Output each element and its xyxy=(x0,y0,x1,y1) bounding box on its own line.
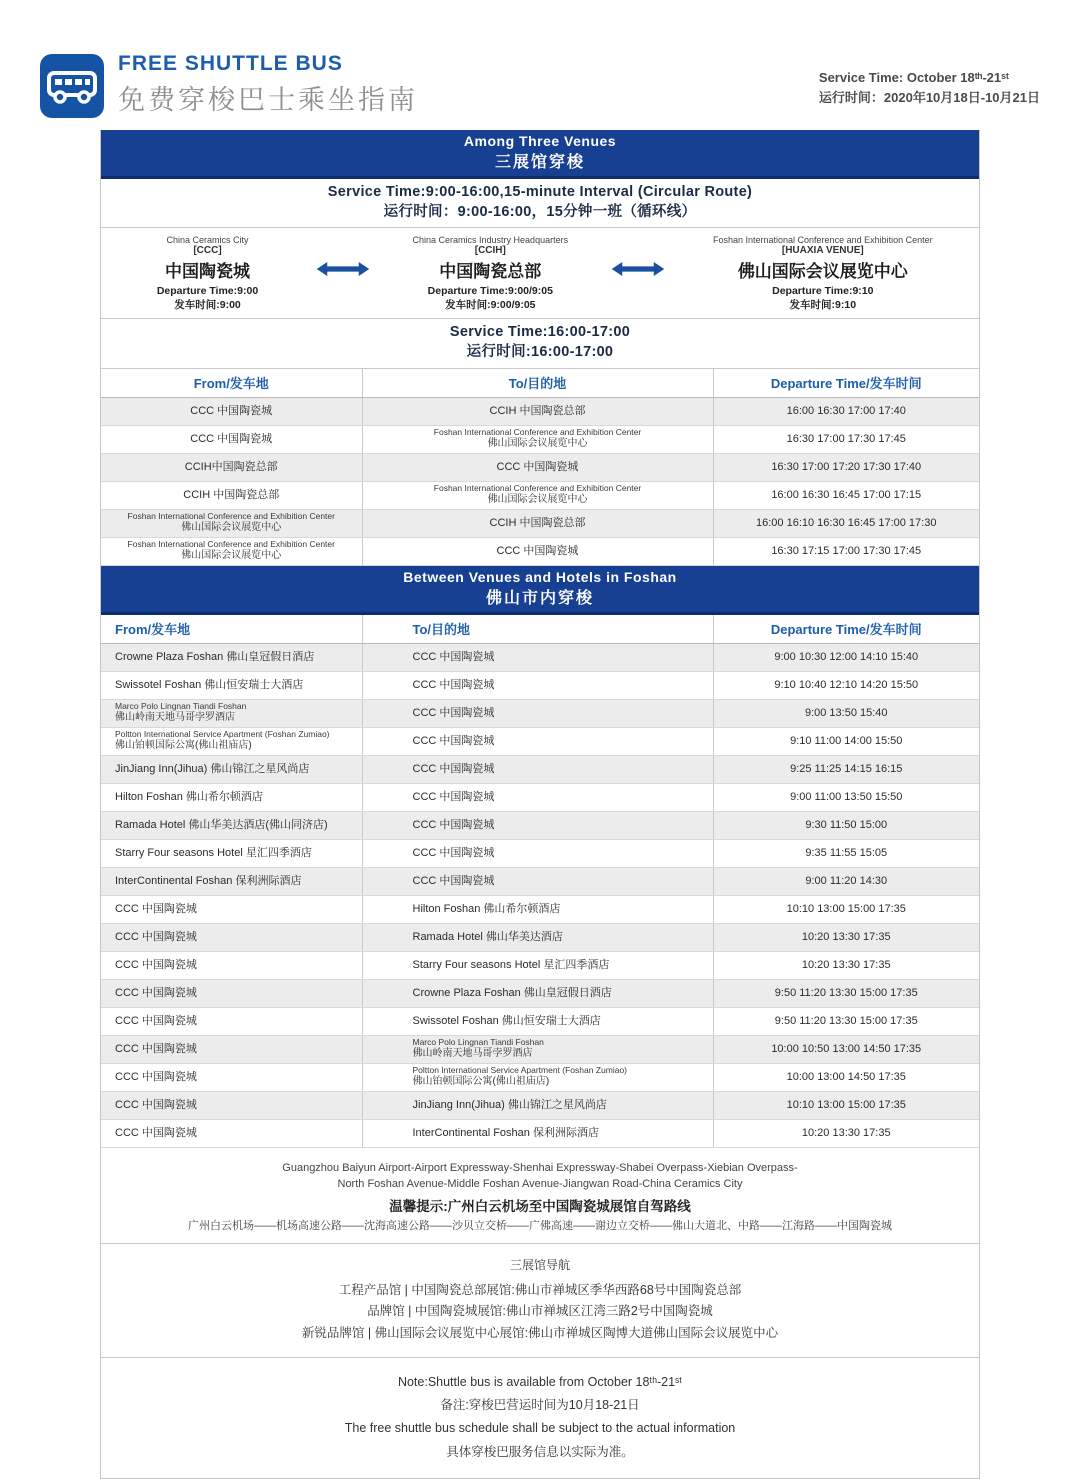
to-cell: Foshan International Conference and Exhibition Center 佛山国际会议展览中心 xyxy=(362,481,713,509)
from-cell: CCC 中国陶瓷城 xyxy=(101,425,362,453)
service-time-evening xyxy=(101,319,979,368)
venues-diagram xyxy=(101,228,979,319)
table-row xyxy=(101,755,979,783)
service-time-circular-zh: 运行时间：9:00-16:00，15分钟一班（循环线） xyxy=(383,203,697,220)
table-row xyxy=(101,979,979,1007)
to-cell: Starry Four seasons Hotel 星汇四季酒店 xyxy=(362,951,713,979)
page-title-en: FREE SHUTTLE BUS xyxy=(118,52,343,75)
to-cell: CCC 中国陶瓷城 xyxy=(362,537,713,565)
departure-time-cell: 9:00 11:20 14:30 xyxy=(713,867,979,895)
departure-time-cell: 10:00 10:50 13:00 14:50 17:35 xyxy=(713,1035,979,1063)
from-cell: Starry Four seasons Hotel 星汇四季酒店 xyxy=(101,839,362,867)
departure-time-cell: 10:10 13:00 15:00 17:35 xyxy=(713,895,979,923)
table-row xyxy=(101,727,979,755)
departure-time-cell: 16:30 17:00 17:20 17:30 17:40 xyxy=(713,453,979,481)
departure-time-cell: 16:00 16:10 16:30 16:45 17:00 17:30 xyxy=(713,509,979,537)
venue-code: [HUAXIA VENUE] xyxy=(781,245,864,257)
table-row xyxy=(101,537,979,565)
departure-time-cell: 16:30 17:15 17:00 17:30 17:45 xyxy=(713,537,979,565)
header-service-dates xyxy=(819,68,1040,108)
to-cell: CCC 中国陶瓷城 xyxy=(362,811,713,839)
venue-navigation-title: 三展馆导航 xyxy=(509,1257,570,1272)
band-title-en: Among Three Venues xyxy=(463,133,617,149)
venue-name-zh: 佛山国际会议展览中心 xyxy=(737,262,908,282)
departure-time-cell: 10:10 13:00 15:00 17:35 xyxy=(713,1091,979,1119)
route-tip-title: 温馨提示:广州白云机场至中国陶瓷城展馆自驾路线 xyxy=(389,1198,691,1214)
venue-departure-zh: 发车时间:9:00/9:05 xyxy=(445,299,536,312)
venue-code: [CCIH] xyxy=(474,245,506,257)
venue-name-zh: 中国陶瓷总部 xyxy=(439,262,542,282)
table-header-row xyxy=(101,369,979,398)
table-row xyxy=(101,867,979,895)
departure-time-cell: 9:35 11:55 15:05 xyxy=(713,839,979,867)
service-time-circular-en: Service Time:9:00-16:00,15-minute Interval (Circular Route) xyxy=(327,184,753,200)
schedule-sheet xyxy=(100,130,980,1479)
note-section xyxy=(101,1358,979,1478)
from-cell: JinJiang Inn(Jihua) 佛山锦江之星风尚店 xyxy=(101,755,362,783)
table-row xyxy=(101,811,979,839)
section-band-hotels xyxy=(101,566,979,615)
table-row xyxy=(101,397,979,425)
shuttle-bus-guide-page xyxy=(0,52,1080,1459)
from-cell: CCC 中国陶瓷城 xyxy=(101,979,362,1007)
departure-time-cell: 16:30 17:00 17:30 17:45 xyxy=(713,425,979,453)
column-header-to: To/目的地 xyxy=(362,615,713,644)
to-cell: CCC 中国陶瓷城 xyxy=(362,783,713,811)
to-cell: Swissotel Foshan 佛山恒安瑞士大酒店 xyxy=(362,1007,713,1035)
venue-departure-en: Departure Time:9:10 xyxy=(772,285,874,298)
from-cell: Foshan International Conference and Exhibition Center 佛山国际会议展览中心 xyxy=(101,509,362,537)
venue-name-en: China Ceramics Industry Headquarters xyxy=(412,235,569,246)
from-cell: Foshan International Conference and Exhibition Center 佛山国际会议展览中心 xyxy=(101,537,362,565)
departure-time-cell: 9:00 10:30 12:00 14:10 15:40 xyxy=(713,643,979,671)
table-row xyxy=(101,1119,979,1147)
note-line: 备注:穿梭巴营运时间为10月18-21日 xyxy=(440,1398,640,1413)
from-cell: CCIH 中国陶瓷总部 xyxy=(101,481,362,509)
from-cell: Marco Polo Lingnan Tiandi Foshan 佛山岭南天地马哥孛罗酒店 xyxy=(101,699,362,727)
driving-route-section xyxy=(101,1148,979,1244)
section-band-among-venues xyxy=(101,130,979,179)
table-row xyxy=(101,509,979,537)
from-cell: CCC 中国陶瓷城 xyxy=(101,1119,362,1147)
column-header-from: From/发车地 xyxy=(101,369,362,398)
from-cell: Hilton Foshan 佛山希尔顿酒店 xyxy=(101,783,362,811)
venue-departure-zh: 发车时间:9:00 xyxy=(174,299,241,312)
service-dates-zh: 运行时间：2020年10月18日-10月21日 xyxy=(818,90,1040,106)
venue-address-line: 新锐品牌馆 | 佛山国际会议展览中心展馆:佛山市禅城区陶博大道佛山国际会议展览中心 xyxy=(301,1326,779,1341)
double-arrow-icon xyxy=(314,262,372,276)
page-title-zh: 免费穿梭巴士乘坐指南 xyxy=(118,85,418,115)
service-time-circular xyxy=(101,179,979,228)
departure-time-cell: 10:20 13:30 17:35 xyxy=(713,923,979,951)
table-header-row xyxy=(101,615,979,644)
venues-schedule-table xyxy=(101,369,979,566)
table-row xyxy=(101,1035,979,1063)
to-cell: JinJiang Inn(Jihua) 佛山锦江之星风尚店 xyxy=(362,1091,713,1119)
service-dates-en: Service Time: October 18ᵗʰ-21ˢᵗ xyxy=(818,70,1009,85)
departure-time-cell: 10:00 13:00 14:50 17:35 xyxy=(713,1063,979,1091)
from-cell: CCC 中国陶瓷城 xyxy=(101,923,362,951)
to-cell: Ramada Hotel 佛山华美达酒店 xyxy=(362,923,713,951)
note-line: 具体穿梭巴服务信息以实际为准。 xyxy=(446,1444,634,1459)
table-row xyxy=(101,699,979,727)
bus-icon xyxy=(40,54,104,118)
venue-departure-en: Departure Time:9:00 xyxy=(156,285,259,298)
column-header-from: From/发车地 xyxy=(101,615,362,644)
to-cell: CCC 中国陶瓷城 xyxy=(362,699,713,727)
venue-navigation-section xyxy=(101,1244,979,1359)
departure-time-cell: 16:00 16:30 17:00 17:40 xyxy=(713,397,979,425)
to-cell: CCIH 中国陶瓷总部 xyxy=(362,397,713,425)
departure-time-cell: 9:50 11:20 13:30 15:00 17:35 xyxy=(713,1007,979,1035)
departure-time-cell: 10:20 13:30 17:35 xyxy=(713,1119,979,1147)
band-title-zh: 三展馆穿梭 xyxy=(494,154,585,171)
table-row xyxy=(101,1091,979,1119)
venue-name-en: China Ceramics City xyxy=(166,235,249,246)
from-cell: CCC 中国陶瓷城 xyxy=(101,895,362,923)
page-header xyxy=(40,52,1040,124)
venue-address-line: 工程产品馆 | 中国陶瓷总部展馆:佛山市禅城区季华西路68号中国陶瓷总部 xyxy=(338,1282,742,1297)
table-row xyxy=(101,895,979,923)
departure-time-cell: 9:25 11:25 14:15 16:15 xyxy=(713,755,979,783)
venue-ccc xyxy=(101,235,314,312)
from-cell: Crowne Plaza Foshan 佛山皇冠假日酒店 xyxy=(101,643,362,671)
from-cell: CCIH中国陶瓷总部 xyxy=(101,453,362,481)
to-cell: Crowne Plaza Foshan 佛山皇冠假日酒店 xyxy=(362,979,713,1007)
table-row xyxy=(101,1063,979,1091)
to-cell: CCC 中国陶瓷城 xyxy=(362,453,713,481)
venue-departure-en: Departure Time:9:00/9:05 xyxy=(427,285,553,298)
to-cell: CCC 中国陶瓷城 xyxy=(362,727,713,755)
to-cell: CCC 中国陶瓷城 xyxy=(362,839,713,867)
venue-name-zh: 中国陶瓷城 xyxy=(164,262,250,282)
departure-time-cell: 10:20 13:30 17:35 xyxy=(713,951,979,979)
table-row xyxy=(101,951,979,979)
from-cell: CCC 中国陶瓷城 xyxy=(101,1063,362,1091)
route-line-zh: 广州白云机场——机场高速公路——沈海高速公路——沙贝立交桥——广佛高速——谢边立交桥——佛山大道北、中路——江海路——中国陶瓷城 xyxy=(188,1219,892,1232)
departure-time-cell: 9:00 13:50 15:40 xyxy=(713,699,979,727)
departure-time-cell: 9:10 11:00 14:00 15:50 xyxy=(713,727,979,755)
table-row xyxy=(101,839,979,867)
venue-code: [CCC] xyxy=(193,245,222,257)
from-cell: Ramada Hotel 佛山华美达酒店(佛山同济店) xyxy=(101,811,362,839)
departure-time-cell: 9:00 11:00 13:50 15:50 xyxy=(713,783,979,811)
venue-ccih xyxy=(372,235,609,312)
route-line-en-2: North Foshan Avenue-Middle Foshan Avenue-Jiangwan Road-China Ceramics City xyxy=(337,1178,743,1191)
venue-address-line: 品牌馆 | 中国陶瓷城展馆:佛山市禅城区江湾三路2号中国陶瓷城 xyxy=(367,1304,713,1319)
venue-name-en: Foshan International Conference and Exhibition Center xyxy=(712,235,933,246)
band-title-en: Between Venues and Hotels in Foshan xyxy=(403,568,677,585)
table-row xyxy=(101,671,979,699)
departure-time-cell: 9:30 11:50 15:00 xyxy=(713,811,979,839)
column-header-time: Departure Time/发车时间 xyxy=(713,369,979,398)
hotels-schedule-table xyxy=(101,615,979,1148)
to-cell: InterContinental Foshan 保利洲际酒店 xyxy=(362,1119,713,1147)
from-cell: CCC 中国陶瓷城 xyxy=(101,397,362,425)
departure-time-cell: 9:10 10:40 12:10 14:20 15:50 xyxy=(713,671,979,699)
column-header-to: To/目的地 xyxy=(362,369,713,398)
table-row xyxy=(101,923,979,951)
table-row xyxy=(101,481,979,509)
from-cell: Swissotel Foshan 佛山恒安瑞士大酒店 xyxy=(101,671,362,699)
to-cell: CCIH 中国陶瓷总部 xyxy=(362,509,713,537)
double-arrow-icon xyxy=(609,262,667,276)
table-row xyxy=(101,783,979,811)
service-time-evening-zh: 运行时间:16:00-17:00 xyxy=(466,344,614,361)
from-cell: CCC 中国陶瓷城 xyxy=(101,1007,362,1035)
to-cell: CCC 中国陶瓷城 xyxy=(362,671,713,699)
band-title-zh: 佛山市内穿梭 xyxy=(485,589,594,607)
column-header-time: Departure Time/发车时间 xyxy=(713,615,979,644)
to-cell: CCC 中国陶瓷城 xyxy=(362,755,713,783)
to-cell: CCC 中国陶瓷城 xyxy=(362,867,713,895)
table-row xyxy=(101,643,979,671)
table-row xyxy=(101,1007,979,1035)
header-titles xyxy=(118,52,418,117)
route-line-en-1: Guangzhou Baiyun Airport-Airport Expressway-Shenhai Expressway-Shabei Overpass-Xiebian Overpass- xyxy=(282,1161,798,1174)
from-cell: CCC 中国陶瓷城 xyxy=(101,1035,362,1063)
from-cell: InterContinental Foshan 保利洲际酒店 xyxy=(101,867,362,895)
service-time-evening-en: Service Time:16:00-17:00 xyxy=(449,324,631,341)
to-cell: Marco Polo Lingnan Tiandi Foshan 佛山岭南天地马哥孛罗酒店 xyxy=(362,1035,713,1063)
to-cell: CCC 中国陶瓷城 xyxy=(362,643,713,671)
to-cell: Poltton International Service Apartment (Foshan Zumiao) 佛山铂顿国际公寓(佛山祖庙店) xyxy=(362,1063,713,1091)
from-cell: Poltton International Service Apartment (Foshan Zumiao) 佛山铂顿国际公寓(佛山祖庙店) xyxy=(101,727,362,755)
venue-departure-zh: 发车时间:9:10 xyxy=(789,299,857,312)
from-cell: CCC 中国陶瓷城 xyxy=(101,951,362,979)
table-row xyxy=(101,453,979,481)
from-cell: CCC 中国陶瓷城 xyxy=(101,1091,362,1119)
note-line: The free shuttle bus schedule shall be subject to the actual information xyxy=(344,1421,736,1436)
departure-time-cell: 16:00 16:30 16:45 17:00 17:15 xyxy=(713,481,979,509)
departure-time-cell: 9:50 11:20 13:30 15:00 17:35 xyxy=(713,979,979,1007)
to-cell: Foshan International Conference and Exhibition Center 佛山国际会议展览中心 xyxy=(362,425,713,453)
venue-huaxia xyxy=(667,235,979,312)
note-line: Note:Shuttle bus is available from October 18ᵗʰ-21ˢᵗ xyxy=(397,1375,683,1390)
to-cell: Hilton Foshan 佛山希尔顿酒店 xyxy=(362,895,713,923)
table-row xyxy=(101,425,979,453)
